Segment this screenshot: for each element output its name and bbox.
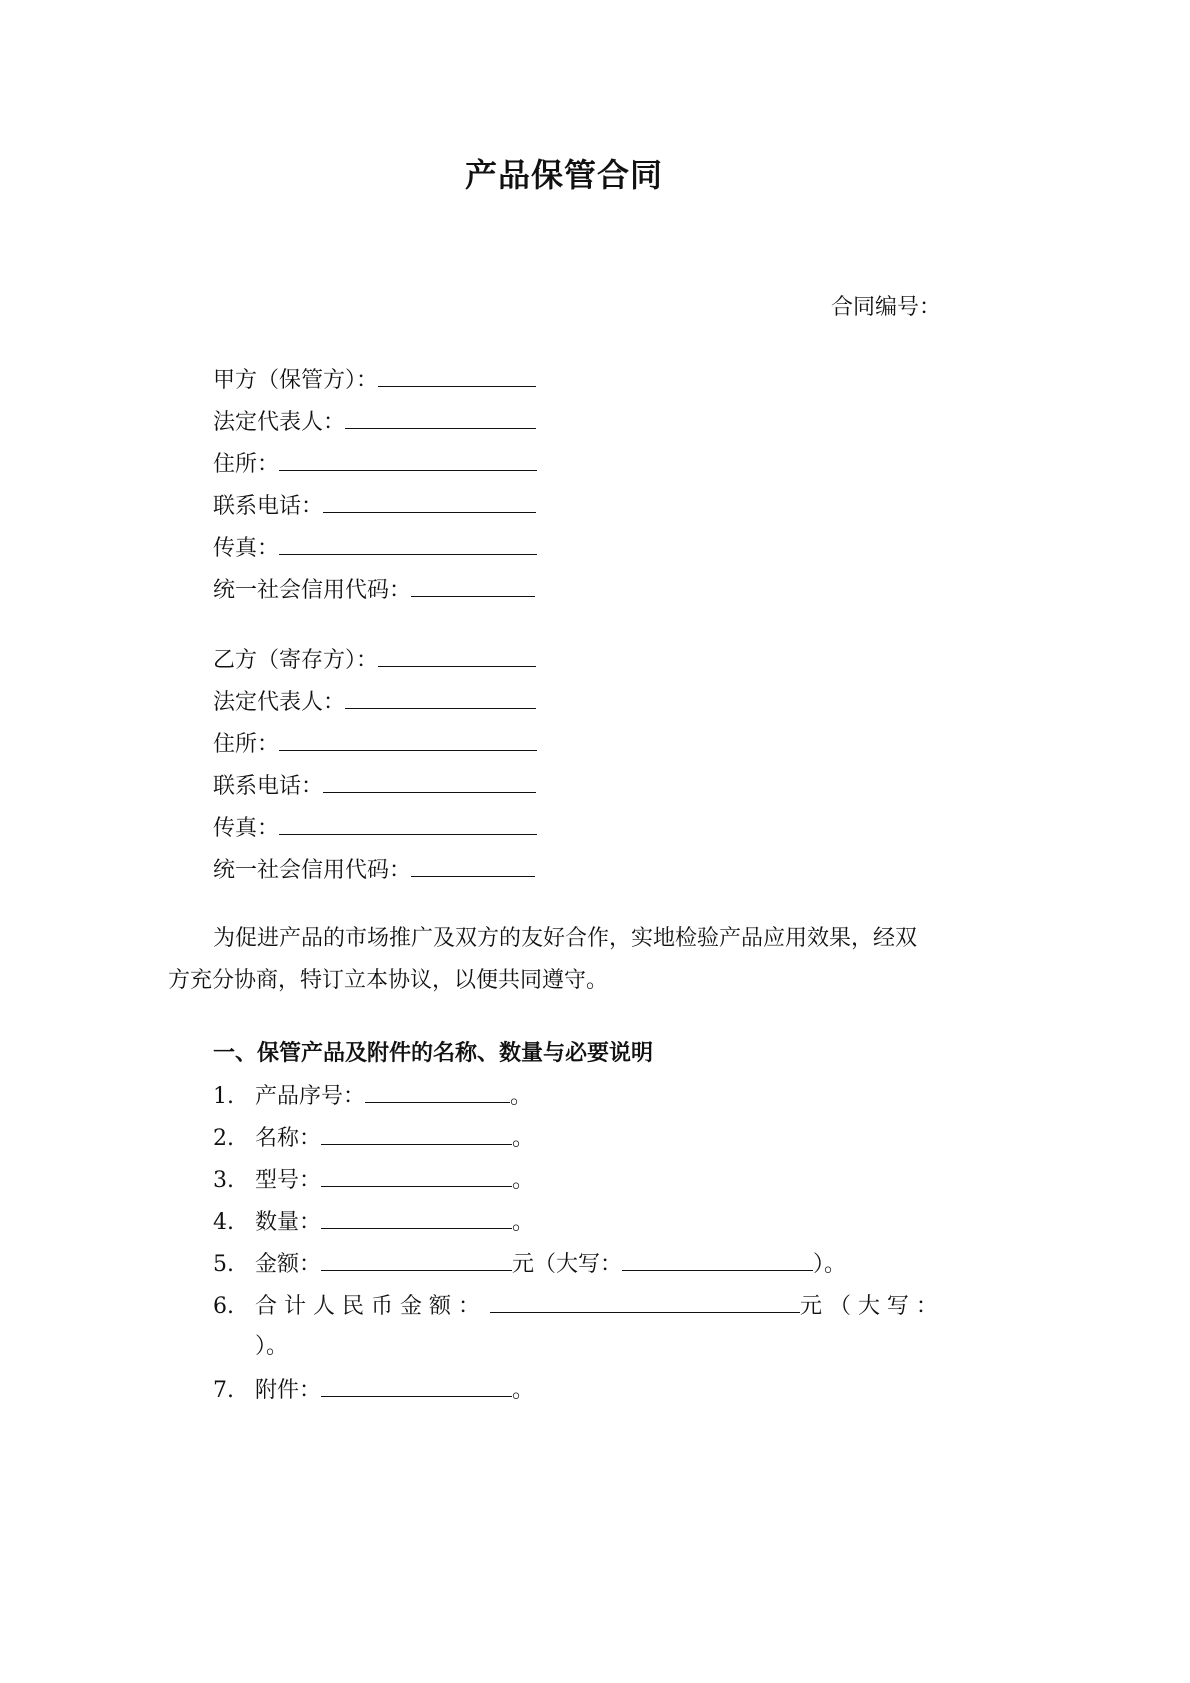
party-a-address-field	[213, 448, 537, 480]
party-a-phone-field	[213, 490, 536, 522]
party-b-address-line[interactable]	[279, 728, 537, 751]
party-a-address-label: 住所：	[213, 452, 280, 477]
contract-number-label: 合同编号：	[831, 295, 942, 320]
party-b-fax-field	[213, 812, 537, 844]
party-a-name-field	[213, 364, 536, 396]
amount-uppercase-line[interactable]	[622, 1248, 813, 1271]
total-amount-line[interactable]	[490, 1290, 800, 1313]
list-item-number: 1.	[213, 1084, 234, 1109]
list-item-end: 。	[512, 1168, 535, 1193]
intro-paragraph-line-2: 方充分协商，特订立本协议，以便共同遵守。	[168, 968, 609, 993]
list-item-label: 名称：	[255, 1126, 322, 1151]
party-a-credit-label: 统一社会信用代码：	[213, 578, 412, 603]
party-b-rep-line[interactable]	[345, 686, 536, 709]
list-item-number: 2.	[213, 1126, 234, 1151]
list-item-line[interactable]	[321, 1122, 512, 1145]
party-a-name-line[interactable]	[378, 364, 536, 387]
list-item-number: 7.	[213, 1378, 234, 1403]
list-item-2	[213, 1122, 534, 1154]
list-item-line[interactable]	[365, 1080, 510, 1103]
party-b-name-label: 乙方（寄存方）：	[213, 648, 379, 673]
list-item-6-continuation: ）。	[255, 1334, 289, 1359]
party-b-name-line[interactable]	[378, 644, 536, 667]
party-a-credit-field	[213, 574, 535, 606]
list-item-6	[213, 1290, 938, 1322]
party-b-address-field	[213, 728, 537, 760]
party-a-fax-line[interactable]	[279, 532, 537, 555]
list-item-label: 附件：	[255, 1378, 322, 1403]
party-b-rep-field	[213, 686, 536, 718]
list-item-label: 合 计 人 民 币 金 额 ：	[255, 1294, 480, 1319]
list-item-7	[213, 1374, 534, 1406]
list-item-label: 型号：	[255, 1168, 322, 1193]
party-b-phone-field	[213, 770, 536, 802]
list-item-mid: 元 （ 大 写 ：	[799, 1294, 938, 1319]
list-item-end: 。	[512, 1378, 535, 1403]
list-item-label: 数量：	[255, 1210, 322, 1235]
party-b-name-field	[213, 644, 536, 676]
list-item-5	[213, 1248, 846, 1280]
amount-line[interactable]	[321, 1248, 512, 1271]
list-item-end: 。	[510, 1084, 533, 1109]
party-b-fax-label: 传真：	[213, 816, 280, 841]
party-a-phone-line[interactable]	[323, 490, 536, 513]
party-b-address-label: 住所：	[213, 732, 280, 757]
list-item-4	[213, 1206, 534, 1238]
list-item-line[interactable]	[321, 1164, 512, 1187]
list-item-line[interactable]	[321, 1206, 512, 1229]
list-item-label: 产品序号：	[255, 1084, 366, 1109]
list-item-1	[213, 1080, 532, 1112]
list-item-end: ）。	[813, 1252, 847, 1277]
list-item-end: 。	[512, 1126, 535, 1151]
party-b-credit-line[interactable]	[411, 854, 535, 877]
party-b-phone-line[interactable]	[323, 770, 536, 793]
list-item-number: 4.	[213, 1210, 234, 1235]
list-item-number: 6.	[213, 1294, 234, 1319]
party-b-credit-field	[213, 854, 535, 886]
list-item-end: 。	[512, 1210, 535, 1235]
intro-paragraph-line-1: 为促进产品的市场推广及双方的友好合作，实地检验产品应用效果，经双	[213, 926, 918, 951]
party-a-name-label: 甲方（保管方）：	[213, 368, 379, 393]
list-item-line[interactable]	[321, 1374, 512, 1397]
party-a-address-line[interactable]	[279, 448, 537, 471]
list-item-label: 金额：	[255, 1252, 322, 1277]
party-a-rep-label: 法定代表人：	[213, 410, 346, 435]
list-item-3	[213, 1164, 534, 1196]
party-a-fax-label: 传真：	[213, 536, 280, 561]
party-a-fax-field	[213, 532, 537, 564]
party-b-credit-label: 统一社会信用代码：	[213, 858, 412, 883]
party-b-phone-label: 联系电话：	[213, 774, 324, 799]
party-b-rep-label: 法定代表人：	[213, 690, 346, 715]
party-a-rep-field	[213, 406, 536, 438]
party-b-fax-line[interactable]	[279, 812, 537, 835]
list-item-number: 5.	[213, 1252, 234, 1277]
party-a-credit-line[interactable]	[411, 574, 535, 597]
section-1-heading: 一、保管产品及附件的名称、数量与必要说明	[213, 1040, 654, 1066]
party-a-phone-label: 联系电话：	[213, 494, 324, 519]
page-title: 产品保管合同	[465, 156, 664, 194]
list-item-number: 3.	[213, 1168, 234, 1193]
party-a-rep-line[interactable]	[345, 406, 536, 429]
list-item-mid: 元（大写：	[512, 1252, 623, 1277]
